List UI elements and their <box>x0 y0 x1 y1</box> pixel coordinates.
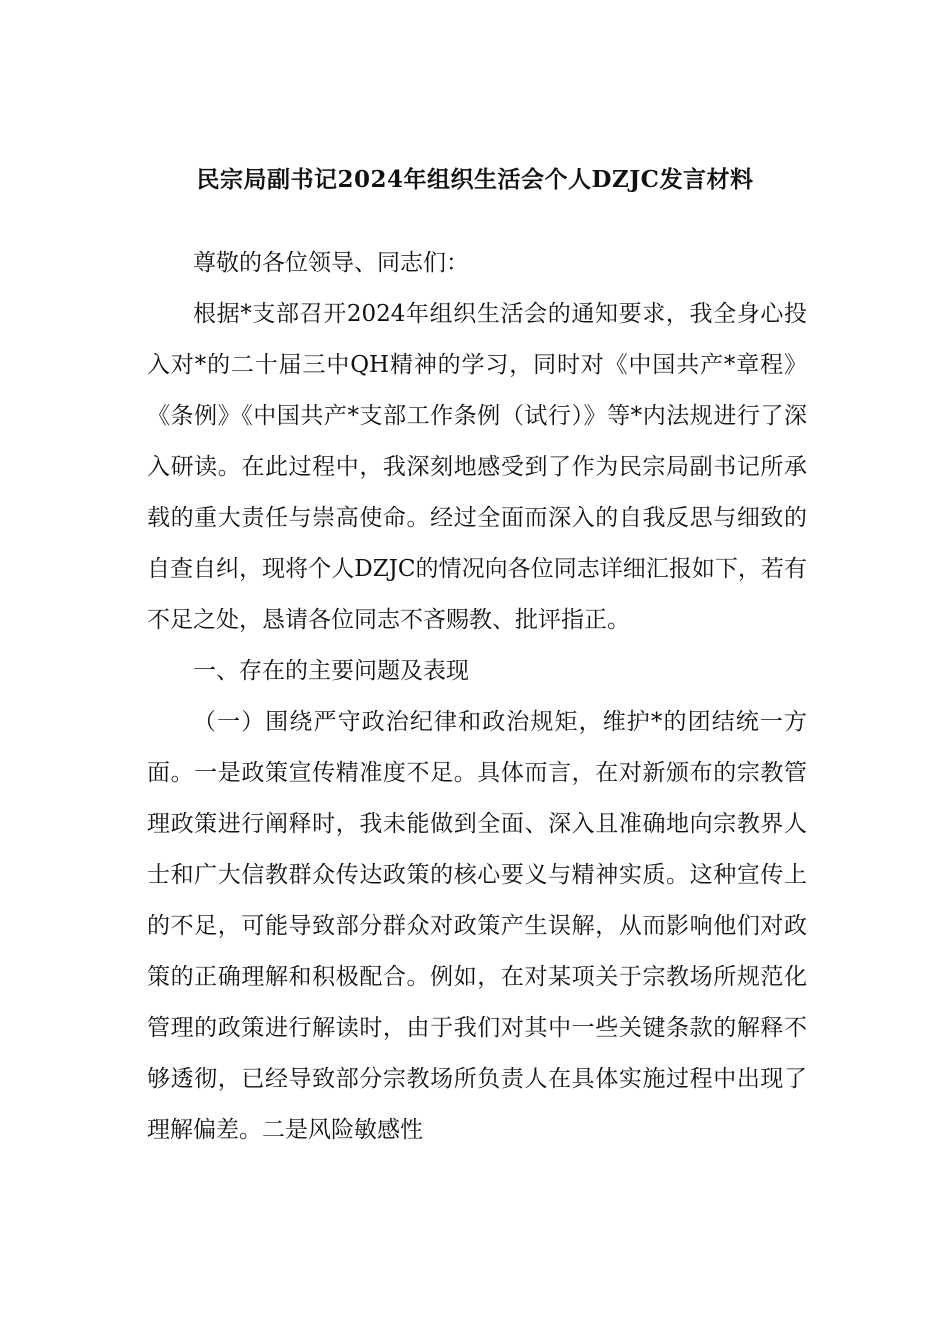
intro-paragraph: 根据*支部召开2024年组织生活会的通知要求，我全身心投入对*的二十届三中QH精神的学习，同时对《中国共产*章程》《条例》《中国共产*支部工作条例（试行）》等*内法规进行了深入研读。在此过程中，我深刻地感受到了作为民宗局副书记所承载的重大责任与崇高使命。经过全面而深入的自我反思与细致的自查自纠，现将个人DZJC的情况向各位同志详细汇报如下，若有不足之处，恳请各位同志不吝赐教、批评指正。 <box>147 301 807 633</box>
salutation-paragraph: 尊敬的各位领导、同志们： <box>193 250 469 276</box>
document-title: 民宗局副书记2024年组织生活会个人DZJC发言材料 <box>196 166 754 193</box>
section-heading: 一、存在的主要问题及表现 <box>193 658 469 684</box>
subsection-paragraph: （一）围绕严守政治纪律和政治规矩，维护*的团结统一方面。一是政策宣传精准度不足。具体而言，在对新颁布的宗教管理政策进行阐释时，我未能做到全面、深入且准确地向宗教界人士和广大信教群众传达政策的核心要义与精神实质。这种宣传上的不足，可能导致部分群众对政策产生误解，从而影响他们对政策的正确理解和积极配合。例如，在对某项关于宗教场所规范化管理的政策进行解读时，由于我们对其中一些关键条款的解释不够透彻，已经导致部分宗教场所负责人在具体实施过程中出现了理解偏差。二是风险敏感性 <box>147 709 807 1143</box>
document-body <box>147 238 807 1156</box>
